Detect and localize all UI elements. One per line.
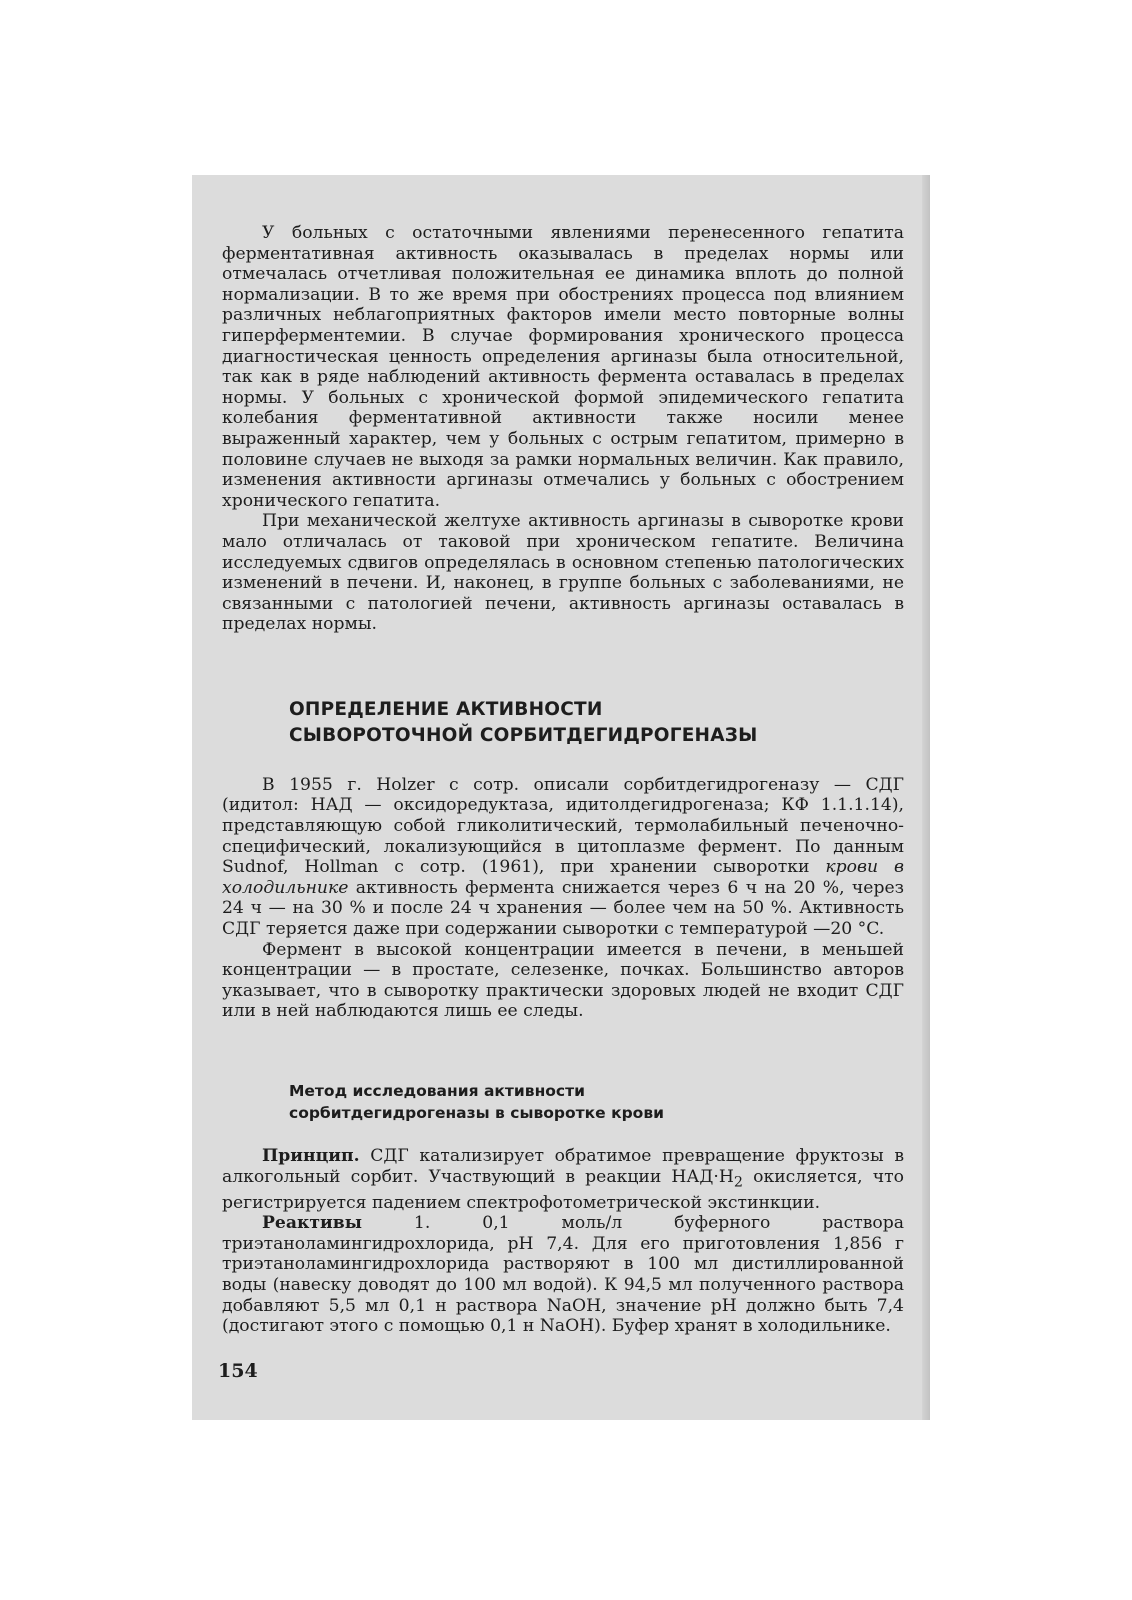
principle-text-2: окисляется, что регистрируется падением спектрофотометрической экстинкции. <box>222 1166 904 1213</box>
paragraph-holzer-text-2: активность фермента снижается через 6 ч на 20 %, через 24 ч — на 30 % и после 24 ч хранения — более чем на 50 %. Активность СДГ теряется даже при содержании сыворотки с температурой —20 °C. <box>222 877 904 940</box>
paragraph-principle <box>222 1146 904 1213</box>
paragraph-reagents <box>222 1213 904 1337</box>
paragraph-holzer <box>222 775 904 940</box>
paragraph-holzer-italic: крови в холодильнике <box>222 857 904 898</box>
method-heading <box>289 1080 904 1124</box>
page-content <box>222 223 904 1337</box>
method-heading-line-2: сорбитдегидрогеназы в сыворотке крови <box>289 1104 665 1122</box>
principle-lead: Принцип. <box>262 1146 360 1166</box>
reagents-lead: Реактивы <box>262 1213 362 1234</box>
paragraph-enzyme-distribution: Фермент в высокой концентрации имеется в печени, в меньшей концентрации — в простате, селезенке, почках. Большинство авторов указывает, что в сыворотку практически здоровых людей не входит СДГ или в ней наблюдаются лишь ее следы. <box>222 939 904 1022</box>
section-heading-line-1: ОПРЕДЕЛЕНИЕ АКТИВНОСТИ <box>289 698 603 720</box>
paragraph-mechanical-jaundice: При механической желтухе активность аргиназы в сыворотке крови мало отличалась от таковой при хроническом гепатите. Величина исследуемых сдвигов определялась в основном степенью патологических изменений в печени. И, наконец, в группе больных с заболеваниями, не связанными с патологией печени, активность аргиназы оставалась в пределах нормы. <box>222 511 904 635</box>
section-heading-line-2: СЫВОРОТОЧНОЙ СОРБИТДЕГИДРОГЕНАЗЫ <box>289 724 758 746</box>
page-number: 154 <box>218 1360 258 1382</box>
reagents-text: 1. 0,1 моль/л буферного раствора триэтаноламингидрохлорида, pH 7,4. Для его приготовления 1,856 г триэтаноламингидрохлорида растворяют в 100 мл дистиллированной воды (навеску доводят до 100 мл водой). К 94,5 мл полученного раствора добавляют 5,5 мл 0,1 н раствора NaOH, значение pH должно быть 7,4 (достигают этого с помощью 0,1 н NaOH). Буфер хранят в холодильнике. <box>222 1213 904 1337</box>
scanned-page <box>192 175 930 1420</box>
paragraph-holzer-text-1: В 1955 г. Holzer с сотр. описали сорбитдегидрогеназу — СДГ (идитол: НАД — оксидоредуктаза, идитолдегидрогеназа; КФ 1.1.1.14), представляющую собой гликолитический, термолабильный печеночно-специфический, локализующийся в цитоплазме фермент. По данным Sudnof, Hollman с сотр. (1961), при хранении сыворотки <box>222 774 904 878</box>
paragraph-arginase-hepatitis: У больных с остаточными явлениями перенесенного гепатита ферментативная активность оказывалась в пределах нормы или отмечалась отчетливая положительная ее динамика вплоть до полной нормализации. В то же время при обострениях процесса под влиянием различных неблагоприятных факторов имели место повторные волны гиперферментемии. В случае формирования хронического процесса диагностическая ценность определения аргиназы была относительной, так как в ряде наблюдений активность фермента оставалась в пределах нормы. У больных с хронической формой эпидемического гепатита колебания ферментативной активности также носили менее выраженный характер, чем у больных с острым гепатитом, примерно в половине случаев не выходя за рамки нормальных величин. Как правило, изменения активности аргиназы отмечались у больных с обострением хронического гепатита. <box>222 223 904 511</box>
method-heading-line-1: Метод исследования активности <box>289 1082 585 1100</box>
principle-text: СДГ катализирует обратимое превращение фруктозы в алкогольный сорбит. Участвующий в реакции НАД·Н <box>222 1146 904 1187</box>
principle-subscript: 2 <box>733 1174 743 1191</box>
section-heading <box>289 697 904 749</box>
